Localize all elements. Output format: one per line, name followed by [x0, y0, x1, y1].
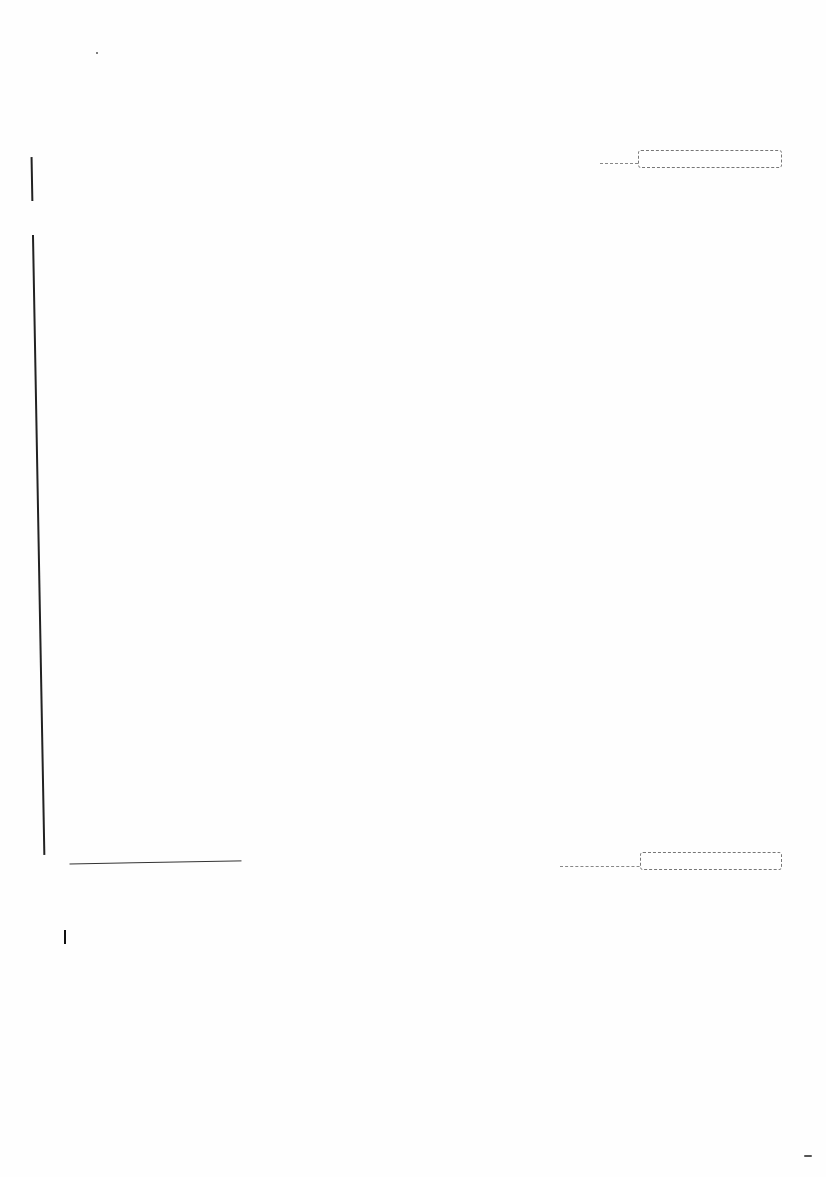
deletion-balloon[interactable]	[638, 150, 782, 168]
paragraph-germany	[61, 742, 621, 752]
paragraph-proportionality	[57, 508, 617, 518]
paragraph-article-34	[54, 360, 614, 370]
formatting-balloon[interactable]	[640, 852, 782, 870]
paragraph-recommendation	[50, 96, 610, 106]
scan-speck	[96, 52, 98, 54]
change-bar	[31, 157, 33, 201]
comment-leader-line	[600, 163, 638, 164]
paragraph-general-ban	[59, 592, 619, 602]
scan-mark	[64, 930, 66, 944]
paragraph-harmonisation	[53, 298, 613, 308]
footnote-separator	[70, 860, 242, 864]
scan-speck	[804, 1155, 812, 1157]
change-bar	[32, 235, 45, 855]
paragraph-import-ban	[52, 236, 612, 246]
